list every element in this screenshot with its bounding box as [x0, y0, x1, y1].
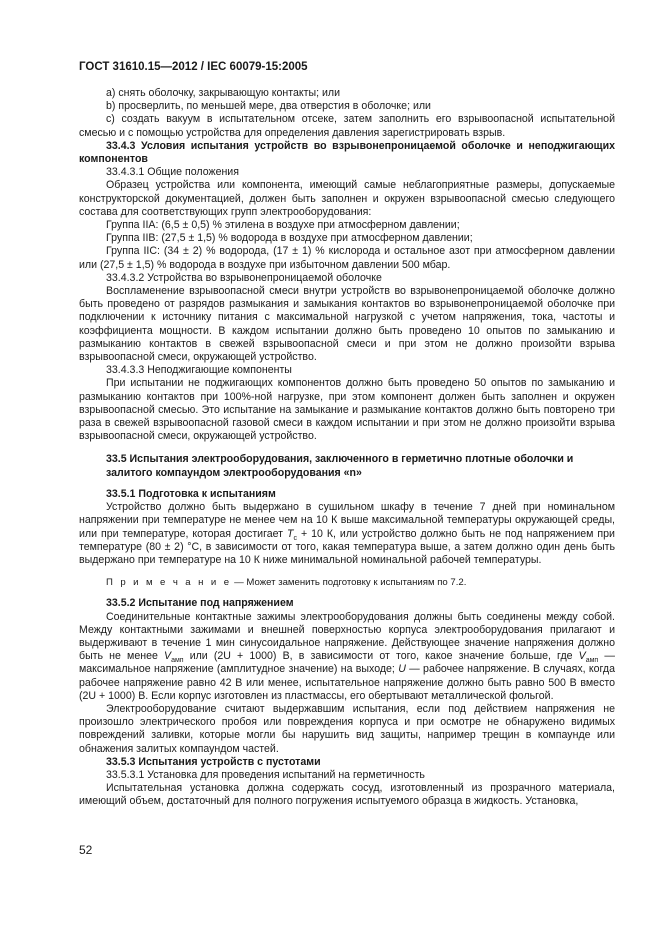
symbol-t-subscript: c — [293, 534, 297, 542]
text-run: — максимальное напряжение (амплитудное значение) на выходе; — [79, 650, 615, 676]
text-run: Соединительные контактные зажимы электрооборудования должны быть соединены между собой. Между контактными зажимами и внешней поверхностью корпуса электрооборудования прилагают и выдерживают в течение 1 мин синусоидальное напряжение. Действующее значение напряжения должно быть не менее — [79, 610, 615, 663]
note-label: П р и м е ч а н и е — [106, 577, 232, 589]
section-heading-33-5-2: 33.5.2 Испытание под напряжением — [106, 597, 294, 610]
list-item-a: a) снять оболочку, закрывающую контакты; или — [106, 87, 341, 99]
symbol-u: U — [398, 663, 406, 676]
gas-group-iia: Группа IIA: (6,5 ± 0,5) % этилена в воздухе при атмосферном давлении; — [106, 219, 460, 232]
paragraph: Электрооборудование считают выдержавшим испытания, если под действием напряжения не произошло электрического пробоя или повреждения корпуса и при осмотре не обнаружено видимых повреждений заливки, которые могли бы нарушить вид защиты, например трещин в компаунде или обнажения залитых компаундом частей. — [79, 702, 615, 755]
text-run: Устройство должно быть выдержано в сушильном шкафу в течение 7 дней при номинальном напряжении при температуре не менее чем на 10 К выше максимальной температуры окружающей среды, или при температуре, которая достигает — [79, 501, 615, 540]
note-text: — Может заменить подготовку к испытаниям по 7.2. — [234, 577, 467, 589]
symbol-v-subscript: амп — [171, 657, 184, 665]
section-heading-33-5-1: 33.5.1 Подготовка к испытаниям — [106, 487, 276, 500]
paragraph: Воспламенение взрывоопасной смеси внутри устройств во взрывонепроницаемой оболочке должно быть проведено от разрядов размыкания и замыкания контактов во взрывонепроницаемой оболочке при подключении к источнику питания с максимальной нагрузкой с учетом напряжения, тока, частоты и коэффициента мощности. В каждом испытании должно быть проведено 10 опытов по замыканию и размыканию контактов в свежей взрывоопасной смеси и при этом не должно произойти взрыва взрывоопасной смеси, окружающей устройство. — [79, 285, 615, 364]
paragraph: При испытании не поджигающих компонентов должно быть проведено 50 опытов по замыканию и размыканию контактов при 100%-ной нагрузке, при этом компонент должен быть заполнен и окружен взрывоопасной смесью. Это испытание на замыкание и размыкание контактов должно быть повторено три раза в свежей взрывоопасной газовой смеси в каждом испытании и при этом не должно произойти взрыва взрывоопасной смеси, окружающей устройство. — [79, 377, 615, 443]
subsection-heading-33-5-3-1: 33.5.3.1 Установка для проведения испытаний на герметичность — [106, 768, 425, 781]
document-body — [79, 87, 615, 809]
section-heading-33-5: 33.5 Испытания электрооборудования, заключенного в герметично плотные оболочки и залитого компаундом электрооборудования «n» — [106, 453, 574, 479]
list-item-b: b) просверлить, по меньшей мере, два отверстия в оболочке; или — [106, 100, 431, 113]
formula: (2U + 1000) — [213, 650, 277, 663]
paragraph-voltage-test — [79, 611, 615, 703]
subsection-heading-33-4-3-2: 33.4.3.2 Устройства во взрывонепроницаемой оболочке — [106, 271, 382, 284]
subsection-heading-33-4-3-1: 33.4.3.1 Общие положения — [106, 166, 239, 179]
page-number: 52 — [79, 843, 93, 857]
list-item-c: c) создать вакуум в испытательном отсеке, затем заполнить его взрывоопасной испытательной смесью и с помощью устройства для определения давления зарегистрировать взрыв. — [79, 113, 615, 139]
paragraph: Испытательная установка должна содержать сосуд, изготовленный из прозрачного материала, имеющий объем, достаточный для полного погружения испытуемого образца в жидкость. Установка, — [79, 782, 615, 808]
subsection-heading-33-4-3-3: 33.4.3.3 Неподжигающие компоненты — [106, 364, 292, 377]
gas-group-iic: Группа IIC: (34 ± 2) % водорода, (17 ± 1) % кислорода и остальное азот при атмосферном давлении или (27,5 ± 1,5) % водорода в воздухе при избыточном давлении 500 мбар. — [79, 245, 615, 271]
symbol-t: T — [286, 527, 294, 540]
paragraph-preconditioning — [79, 501, 615, 567]
text-run: — рабочее напряжение. В случаях, когда рабочее напряжение равно 42 В или менее, испытательное напряжение должно быть равно 500 В вместо — [79, 663, 615, 689]
paragraph: Образец устройства или компонента, имеющий самые неблагоприятные размеры, допускаемые конструкторской документацией, должен быть заполнен и окружен взрывоопасной смесью следующего состава для соответствующих групп электрооборудования: — [79, 179, 615, 218]
text-run: В. Если корпус изготовлен из пластмассы, его обертывают металлической фольгой. — [138, 689, 554, 702]
text-run: или — [189, 650, 208, 663]
symbol-v: V — [163, 650, 172, 663]
section-heading-33-4-3: 33.4.3 Условия испытания устройств во взрывонепроницаемой оболочке и неподжигающих компонентов — [79, 139, 615, 166]
formula: (2U + 1000) — [79, 689, 136, 702]
symbol-v-subscript: амп — [585, 657, 599, 665]
text-run: + 10 К, или устройство должно быть не под напряжением при температуре (80 ± 2) °С, в зависимости от того, какая температура выше, а затем должно один день быть выдержано при температуре на 10 К ниже минимальной номинальной рабочей температуры. — [79, 527, 615, 566]
note — [79, 576, 615, 589]
document-header: ГОСТ 31610.15—2012 / IEC 60079-15:2005 — [79, 61, 308, 73]
text-run: В, в зависимости от того, какое значение больше, где — [282, 650, 573, 663]
gas-group-iib: Группа IIB: (27,5 ± 1,5) % водорода в воздухе при атмосферном давлении; — [106, 232, 473, 245]
section-heading-33-5-3: 33.5.3 Испытания устройств с пустотами — [106, 755, 321, 768]
symbol-v: V — [578, 650, 586, 663]
